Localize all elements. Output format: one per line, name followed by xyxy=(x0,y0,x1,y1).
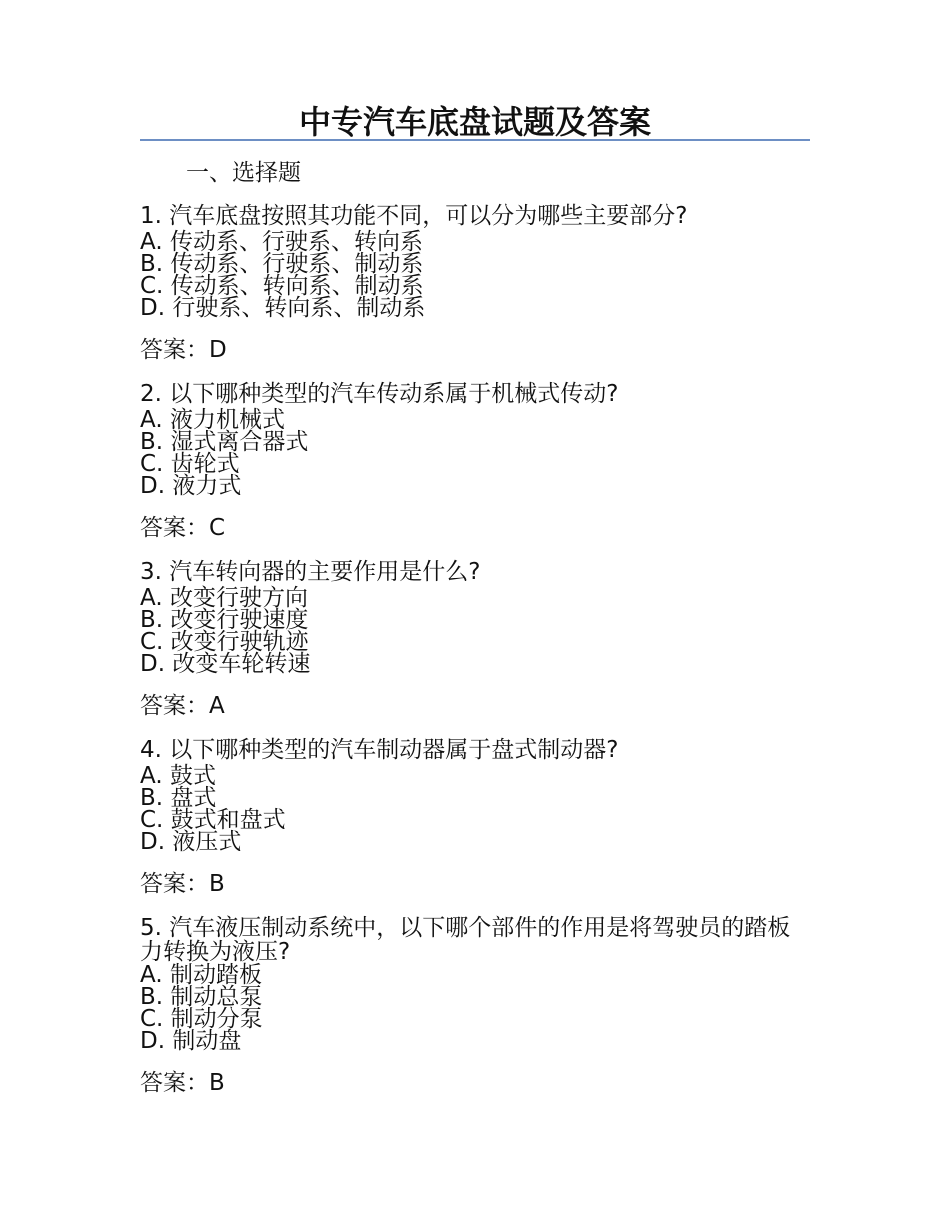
option-b: B. 传动系、行驶系、制动系 xyxy=(140,251,424,277)
option-c: C. 传动系、转向系、制动系 xyxy=(140,273,424,299)
option-a: A. 液力机械式 xyxy=(140,407,285,433)
title-underline xyxy=(140,139,810,141)
question-stem: 3. 汽车转向器的主要作用是什么? xyxy=(140,559,481,585)
answer: 答案：B xyxy=(140,1070,225,1096)
answer: 答案：B xyxy=(140,871,225,897)
option-c: C. 鼓式和盘式 xyxy=(140,807,286,833)
question-1 xyxy=(140,201,810,365)
option-d: D. 改变车轮转速 xyxy=(140,651,311,677)
option-d: D. 液力式 xyxy=(140,473,242,499)
question-3 xyxy=(140,557,810,721)
option-d: D. 液压式 xyxy=(140,829,242,855)
question-stem: 4. 以下哪种类型的汽车制动器属于盘式制动器? xyxy=(140,737,619,763)
question-5 xyxy=(140,913,810,1098)
question-stem: 2. 以下哪种类型的汽车传动系属于机械式传动? xyxy=(140,381,619,407)
option-b: B. 改变行驶速度 xyxy=(140,607,309,633)
question-list xyxy=(140,201,810,1110)
option-a: A. 传动系、行驶系、转向系 xyxy=(140,229,423,255)
option-d: D. 行驶系、转向系、制动系 xyxy=(140,295,426,321)
option-b: B. 湿式离合器式 xyxy=(140,429,309,455)
section-heading: 一、选择题 xyxy=(186,160,301,186)
option-a: A. 制动踏板 xyxy=(140,962,262,988)
option-c: C. 改变行驶轨迹 xyxy=(140,629,309,655)
option-a: A. 改变行驶方向 xyxy=(140,585,308,611)
question-stem: 5. 汽车液压制动系统中，以下哪个部件的作用是将驾驶员的踏板力转换为液压? xyxy=(140,915,791,965)
question-4 xyxy=(140,735,810,899)
option-c: C. 制动分泵 xyxy=(140,1006,263,1032)
question-stem: 1. 汽车底盘按照其功能不同，可以分为哪些主要部分? xyxy=(140,203,688,229)
answer: 答案：C xyxy=(140,515,226,541)
option-d: D. 制动盘 xyxy=(140,1028,242,1054)
page-title: 中专汽车底盘试题及答案 xyxy=(298,103,651,141)
question-2 xyxy=(140,379,810,543)
option-b: B. 制动总泵 xyxy=(140,984,263,1010)
answer: 答案：A xyxy=(140,693,225,719)
option-c: C. 齿轮式 xyxy=(140,451,240,477)
option-b: B. 盘式 xyxy=(140,785,217,811)
option-a: A. 鼓式 xyxy=(140,763,216,789)
answer: 答案：D xyxy=(140,337,227,363)
